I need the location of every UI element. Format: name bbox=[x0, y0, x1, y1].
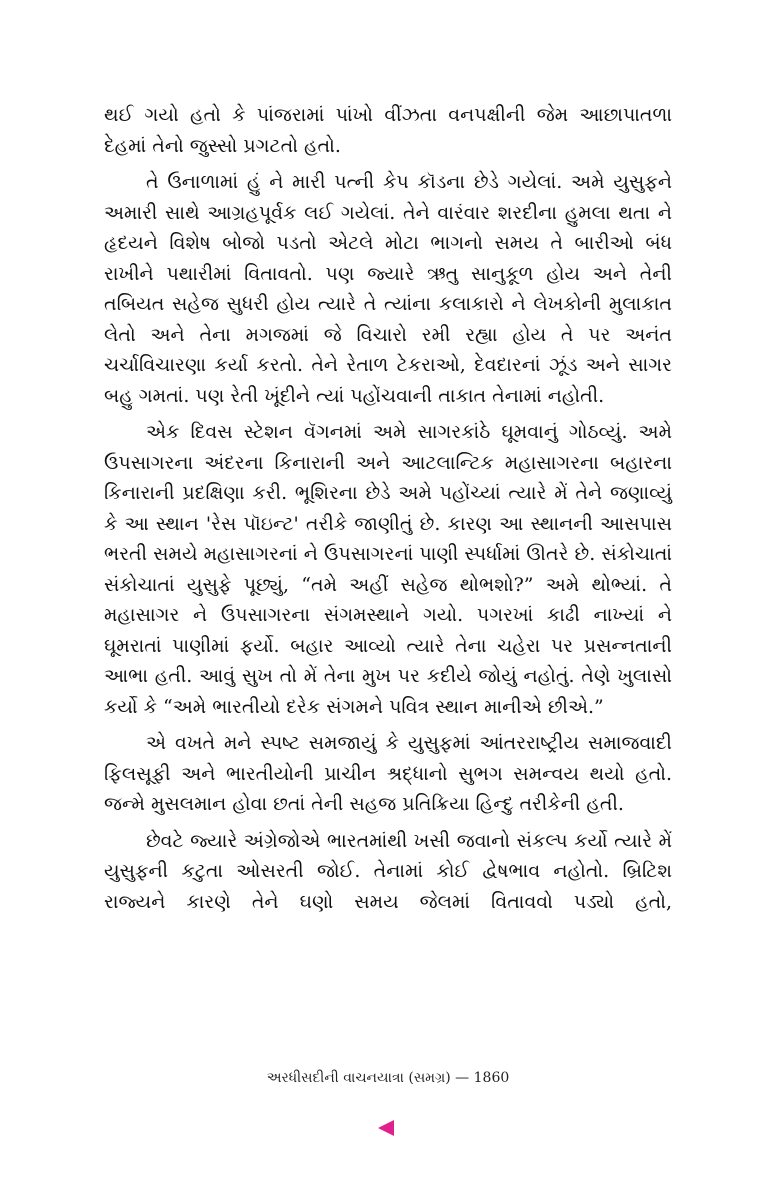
paragraph-5: છેવટે જ્યારે અંગ્રેજોએ ભારતમાંથી ખસી જવાનો સંકલ્પ કર્યો ત્યારે મેં યુસુફની કટુતા ઓસરતી જોઈ. તેનામાં કોઈ દ્વેષભાવ નહોતો. બ્રિટિશ રાજ્યને કારણે તેને ઘણો સમય જેલમાં વિતાવવો પડ્યો હતો, bbox=[104, 829, 672, 913]
paragraph-2: તે ઉનાળામાં હું ને મારી પત્ની કેપ કૉડના છેડે ગયેલાં. અમે યુસુફને અમારી સાથે આગ્રહપૂર્વક લઈ ગયેલાં. તેને વારંવાર શરદીના હુમલા થતા ને હૃદયને વિશેષ બોજો પડતો એટલે મોટા ભાગનો સમય તે બારીઓ બંધ રાખીને પથારીમાં વિતાવતો. પણ જ્યારે ઋતુ સાનુકૂળ હોય અને તેની તબિયત સહેજ સુધરી હોય ત્યારે તે ત્યાંના કલાકારો ને લેખકોની મુલાકાત લેતો અને તેના મગજમાં જે વિચારો રમી રહ્યા હોય તે પર અનંત ચર્ચાવિચારણા કર્યા કરતો. તેને રેતાળ ટેકરાઓ, દેવદારનાં ઝૂંડ અને સાગર બહુ ગમતાં. પણ રેતી ખૂંદીને ત્યાં પહોંચવાની તાકાત તેનામાં નહોતી. bbox=[104, 171, 672, 407]
paragraph-1: થઈ ગયો હતો કે પાંજરામાં પાંખો વીંઝતા વનપક્ષીની જેમ આછાપાતળા દેહમાં તેનો જુસ્સો પ્રગટતો હતો. bbox=[104, 104, 672, 157]
paragraph-4: એ વખતે મને સ્પષ્ટ સમજાયું કે યુસુફમાં આંતરરાષ્ટ્રીય સમાજવાદી ફિલસૂફી અને ભારતીયોની પ્રાચીન શ્રદ્ધાનો સુભગ સમન્વય થયો હતો. જન્મે મુસલમાન હોવા છતાં તેની સહજ પ્રતિક્રિયા હિન્દુ તરીકેની હતી. bbox=[104, 732, 672, 815]
paragraph-3: એક દિવસ સ્ટેશન વૅગનમાં અમે સાગરકાંઠે ઘૂમવાનું ગોઠવ્યું. અમે ઉપસાગરના અંદરના કિનારાની અને આટલાન્ટિક મહાસાગરના બહારના કિનારાની પ્રદક્ષિણા કરી. ભૂશિરના છેડે અમે પહોંચ્યાં ત્યારે મેં તેને જણાવ્યું કે આ સ્થાન 'રેસ પૉઇન્ટ' તરીકે જાણીતું છે. કારણ આ સ્થાનની આસપાસ ભરતી સમયે મહાસાગરનાં ને ઉપસાગરનાં પાણી સ્પર્ધામાં ઊતરે છે. સંકોચાતાં સંકોચાતાં યુસુફે પૂછ્યું, “તમે અહીં સહેજ થોભશો?” અમે થોભ્યાં. તે મહાસાગર ને ઉપસાગરના સંગમસ્થાને ગયો. પગરખાં કાઢી નાખ્યાં ને ઘૂમરાતાં પાણીમાં ફર્યો. બહાર આવ્યો ત્યારે તેના ચહેરા પર પ્રસન્નતાની આભા હતી. આવું સુખ તો મેં તેના મુખ પર કદીયે જોયું નહોતું. તેણે ખુલાસો કર્યો કે “અમે ભારતીયો દરેક સંગમને પવિત્ર સ્થાન માનીએ છીએ.” bbox=[104, 421, 672, 718]
page-footer: અરધીસદીની વાચનયાત્રા (સમગ્ર) — 1860 bbox=[266, 1070, 510, 1086]
previous-page-arrow-icon[interactable] bbox=[378, 1120, 394, 1136]
page-body bbox=[104, 100, 672, 923]
